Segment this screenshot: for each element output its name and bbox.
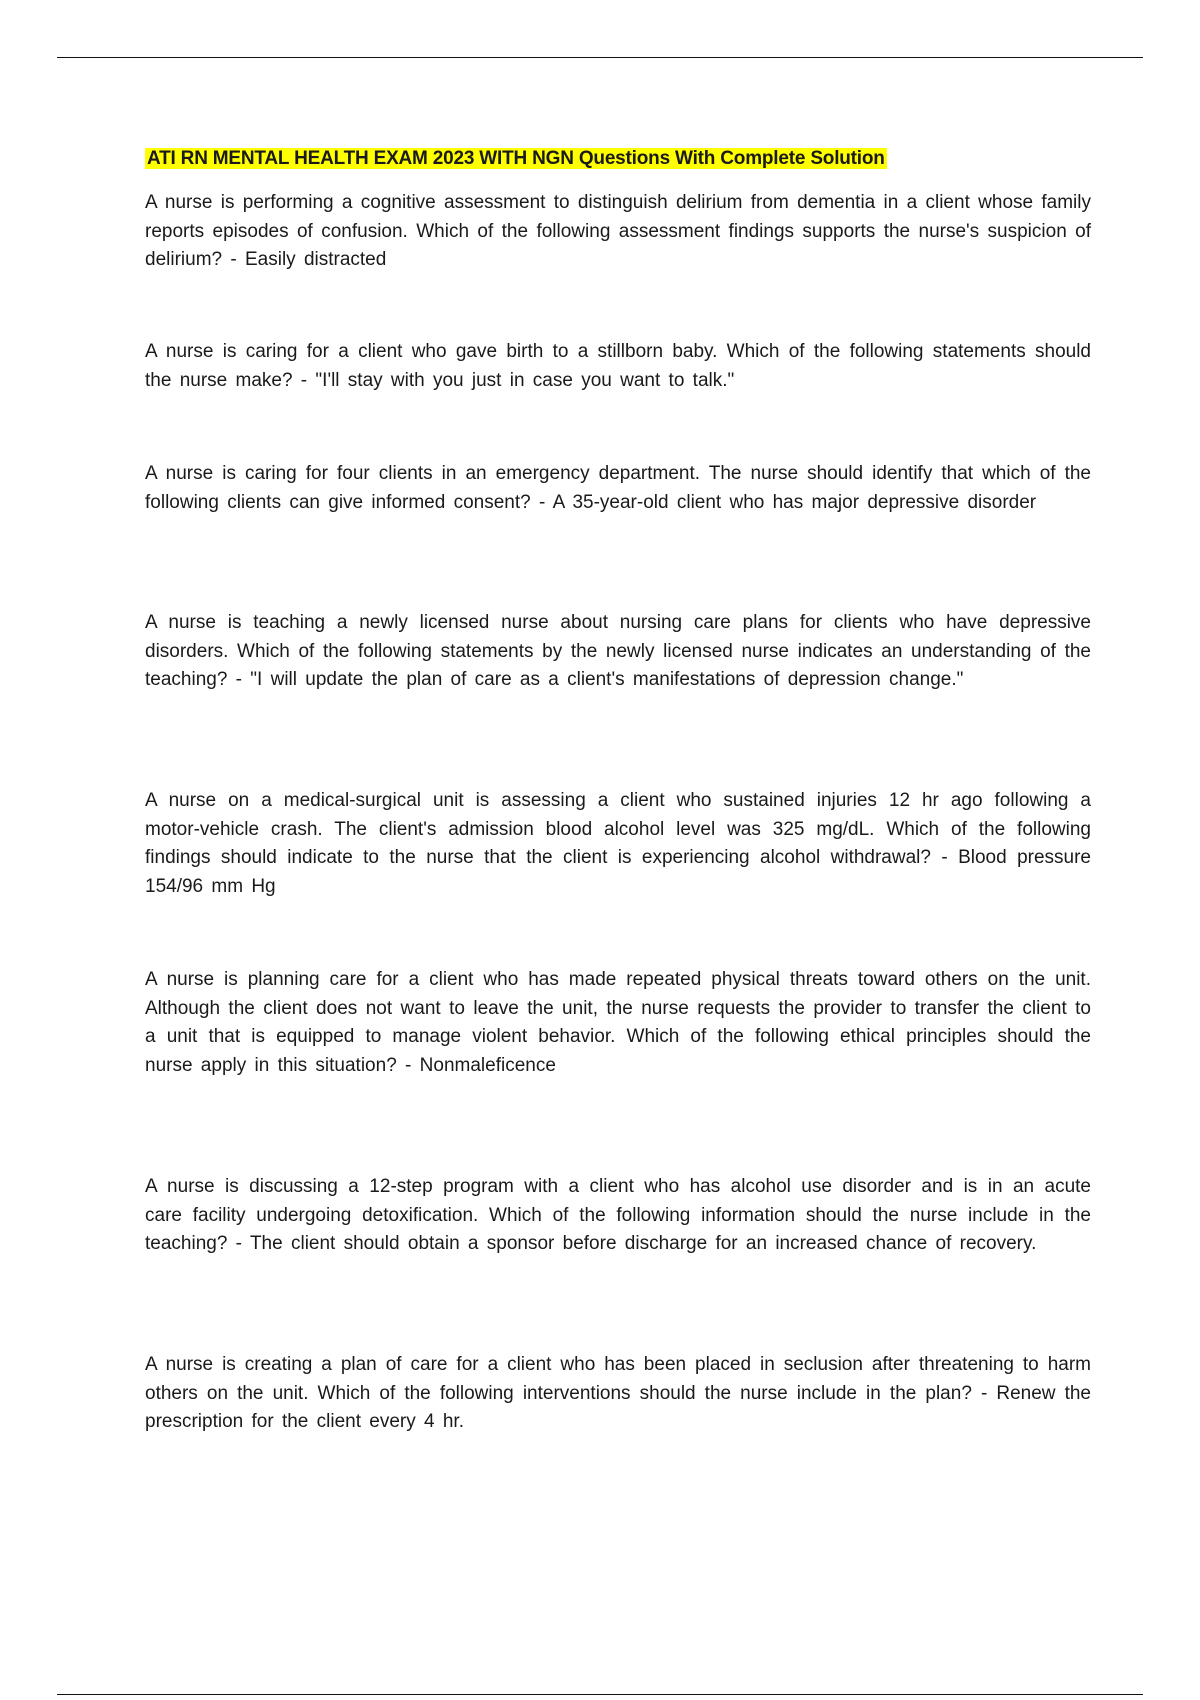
answer-text: A 35-year-old client who has major depressive disorder	[552, 491, 1037, 513]
answer-text: The client should obtain a sponsor before discharge for an increased chance of recovery.	[249, 1233, 1037, 1254]
question-text: A nurse is caring for four clients in an emergency department. The nurse should identify that which of the following clients can give informed consent?	[145, 463, 1091, 513]
question-text: A nurse is planning care for a client who has made repeated physical threats toward others on the unit. Although the client does not want to leave the unit, the nurse requests the provider to transfer the client to a unit that is equipped to manage violent behavior. Which of the following ethical principles should the nurse apply in this situation?	[145, 969, 1091, 1076]
answer-text: Renew the prescription for the client every 4 hr.	[145, 1382, 1092, 1432]
answer-text: "I'll stay with you just in case you want to talk."	[315, 369, 735, 391]
document-title	[145, 146, 887, 172]
top-rule	[57, 57, 1143, 58]
qa-item-6: A nurse is planning care for a client who has made repeated physical threats toward others on the unit. Although the client does not want to leave the unit, the nurse requests the provider to transfer the client to a unit that is equipped to manage violent behavior. Which of the following ethical principles should the nurse apply in this situation? - Nonmaleficence	[145, 969, 1091, 1076]
qa-item-5: A nurse on a medical-surgical unit is assessing a client who sustained injuries 12 hr ago following a motor-vehicle crash. The client's admission blood alcohol level was 325 mg/dL. Which of the following findings should indicate to the nurse that the client is experiencing alcohol withdrawal? - Blood pressure 154/96 mm Hg	[145, 790, 1091, 897]
bottom-rule	[57, 1694, 1143, 1695]
document-title-text: ATI RN MENTAL HEALTH EXAM 2023 WITH NGN Questions With Complete Solution	[147, 148, 885, 169]
qa-item-2: A nurse is caring for a client who gave birth to a stillborn baby. Which of the following statements should the nurse make? - "I'll stay with you just in case you want to talk."	[145, 341, 1091, 391]
qa-item-7: A nurse is discussing a 12-step program with a client who has alcohol use disorder and is in an acute care facility undergoing detoxification. Which of the following information should the nurse include in the teaching? - The client should obtain a sponsor before discharge for an increased chance of recovery.	[145, 1176, 1091, 1254]
question-text: A nurse is creating a plan of care for a client who has been placed in seclusion after threatening to harm others on the unit. Which of the following interventions should the nurse include in the plan?	[145, 1354, 1091, 1404]
qa-item-3: A nurse is caring for four clients in an emergency department. The nurse should identify that which of the following clients can give informed consent? - A 35-year-old client who has major depressive disorder	[145, 463, 1091, 513]
question-text: A nurse on a medical-surgical unit is assessing a client who sustained injuries 12 hr ago following a motor-vehicle crash. The client's admission blood alcohol level was 325 mg/dL. Which of the following findings should indicate to the nurse that the client is experiencing alcohol withdrawal?	[145, 790, 1091, 868]
answer-text: Easily distracted	[244, 249, 387, 270]
question-text: A nurse is performing a cognitive assessment to distinguish delirium from dementia in a client whose family reports episodes of confusion. Which of the following assessment findings supports the nurse's suspicion of delirium?	[145, 192, 1091, 270]
qa-item-4: A nurse is teaching a newly licensed nurse about nursing care plans for clients who have depressive disorders. Which of the following statements by the newly licensed nurse indicates an understanding of the teaching? - "I will update the plan of care as a client's manifestations of depression change."	[145, 612, 1091, 690]
question-text: A nurse is teaching a newly licensed nurse about nursing care plans for clients who have depressive disorders. Which of the following statements by the newly licensed nurse indicates an understanding of the teaching?	[145, 612, 1091, 690]
qa-item-1: A nurse is performing a cognitive assessment to distinguish delirium from dementia in a client whose family reports episodes of confusion. Which of the following assessment findings supports the nurse's suspicion of delirium? - Easily distracted	[145, 192, 1091, 270]
qa-item-8: A nurse is creating a plan of care for a client who has been placed in seclusion after threatening to harm others on the unit. Which of the following interventions should the nurse include in the plan? - Renew the prescription for the client every 4 hr.	[145, 1354, 1092, 1432]
question-text: A nurse is caring for a client who gave birth to a stillborn baby. Which of the following statements should the nurse make?	[145, 341, 1091, 391]
question-text: A nurse is discussing a 12-step program with a client who has alcohol use disorder and is in an acute care facility undergoing detoxification. Which of the following information should the nurse include in the teaching?	[145, 1176, 1091, 1254]
answer-text: Nonmaleficence	[419, 1054, 556, 1076]
answer-text: "I will update the plan of care as a client's manifestations of depression change."	[250, 669, 964, 690]
answer-text: Blood pressure 154/96 mm Hg	[145, 847, 1091, 897]
